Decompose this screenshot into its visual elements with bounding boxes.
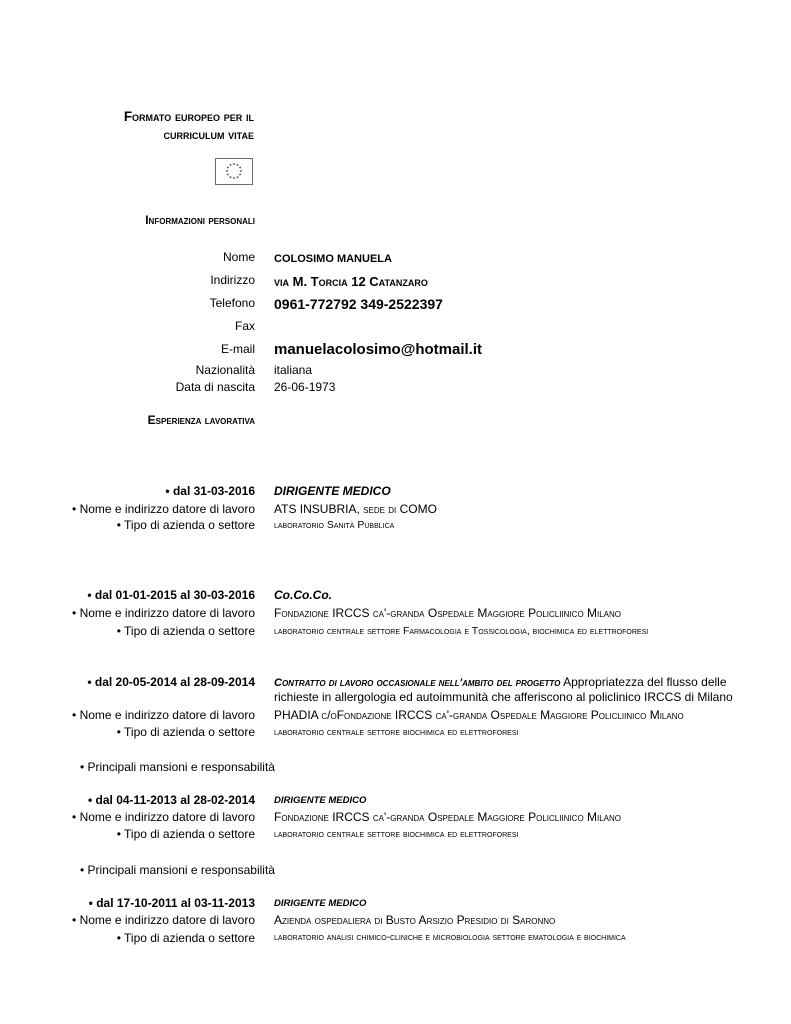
label-email: E-mail — [220, 342, 255, 356]
label-sector: • Tipo di azienda o settore — [116, 725, 255, 739]
entry-sector: laboratorio Sanità Pubblica — [274, 519, 395, 531]
cv-title-line2: curriculum vitae — [163, 127, 254, 142]
entry-employer: PHADIA c/oFondazione IRCCS ca'-granda Ospedale Maggiore Policliinico Milano — [274, 708, 684, 722]
label-employer: • Nome e indirizzo datore di lavoro — [72, 502, 255, 516]
label-duties: • Principali mansioni e responsabilità — [80, 760, 275, 774]
label-sector: • Tipo di azienda o settore — [116, 624, 255, 638]
label-employer: • Nome e indirizzo datore di lavoro — [72, 810, 255, 824]
entry-sector: laboratorio centrale settore biochimica ed elettroforesi — [274, 726, 519, 738]
entry-role: Co.Co.Co. — [274, 588, 332, 602]
label-fax: Fax — [234, 319, 255, 333]
value-name: COLOSIMO MANUELA — [274, 253, 392, 265]
entry-employer: ATS INSUBRIA, sede di COMO — [274, 502, 437, 516]
value-nationality: italiana — [274, 363, 313, 377]
entry-role-line2: richieste in allergologia ed autoimmunità che afferiscono al policlinico IRCCS di Milano — [274, 690, 733, 704]
value-birth-date: 26-06-1973 — [274, 380, 336, 394]
label-employer: • Nome e indirizzo datore di lavoro — [72, 913, 255, 927]
section-title-personal: Informazioni personali — [145, 213, 255, 227]
label-employer: • Nome e indirizzo datore di lavoro — [72, 606, 255, 620]
label-duties: • Principali mansioni e responsabilità — [80, 863, 275, 877]
label-employer: • Nome e indirizzo datore di lavoro — [72, 708, 255, 722]
entry-role: DIRIGENTE MEDICO — [274, 898, 367, 909]
entry-employer: Fondazione IRCCS ca'-granda Ospedale Maggiore Policliinico Milano — [274, 606, 622, 620]
value-phone: 0961-772792 349-2522397 — [274, 296, 443, 312]
entry-date: • dal 31-03-2016 — [165, 484, 255, 498]
section-title-experience: Esperienza lavorativa — [147, 413, 255, 427]
entry-sector: laboratorio centrale settore Farmacologia e Tossicologia, biochimica ed elettroforesi — [274, 625, 649, 637]
entry-date: • dal 20-05-2014 al 28-09-2014 — [87, 675, 255, 689]
cv-title-line1: Formato europeo per il — [123, 109, 254, 124]
entry-sector: laboratorio analisi chimico-cliniche e microbiologia settore ematologia e biochimica — [274, 932, 626, 943]
entry-date: • dal 04-11-2013 al 28-02-2014 — [88, 793, 255, 807]
label-nationality: Nazionalità — [195, 363, 255, 377]
entry-date: • dal 17-10-2011 al 03-11-2013 — [88, 896, 255, 910]
label-birth-date: Data di nascita — [175, 380, 255, 394]
label-phone: Telefono — [209, 296, 255, 310]
entry-sector: laboratorio centrale settore biochimica ed elettroforesi — [274, 828, 519, 840]
label-address: Indirizzo — [210, 273, 255, 287]
label-name: Nome — [222, 250, 255, 264]
entry-role: DIRIGENTE MEDICO — [274, 795, 367, 806]
label-sector: • Tipo di azienda o settore — [116, 931, 255, 945]
label-sector: • Tipo di azienda o settore — [116, 518, 255, 532]
entry-employer: Azienda ospedaliera di Busto Arsizio Presidio di Saronno — [274, 913, 556, 927]
label-sector: • Tipo di azienda o settore — [116, 827, 255, 841]
value-address: via M. Torcia 12 Catanzaro — [274, 274, 428, 289]
eu-flag-icon — [215, 158, 253, 185]
entry-role: DIRIGENTE MEDICO — [274, 484, 391, 498]
value-email[interactable]: manuelacolosimo@hotmail.it — [274, 341, 482, 358]
entry-date: • dal 01-01-2015 al 30-03-2016 — [87, 588, 255, 602]
entry-employer: Fondazione IRCCS ca'-granda Ospedale Maggiore Policliinico Milano — [274, 810, 622, 824]
entry-role: Contratto di lavoro occasionale nell'ambito del progetto Appropriatezza del flusso delle — [274, 675, 727, 689]
